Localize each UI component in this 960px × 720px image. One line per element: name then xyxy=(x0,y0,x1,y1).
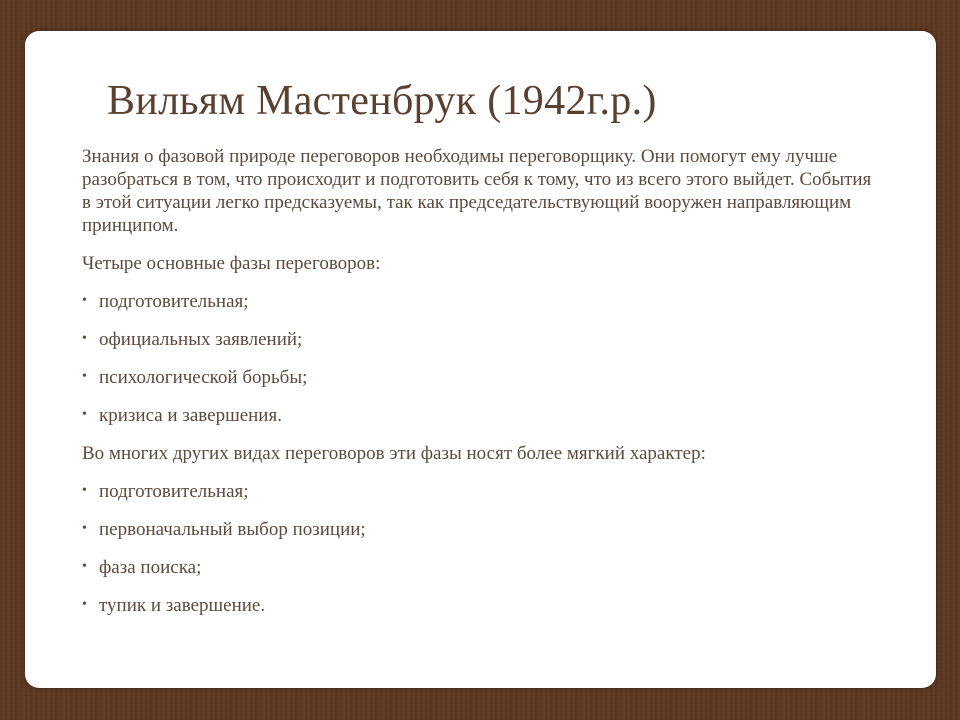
list-item-text: фаза поиска; xyxy=(99,557,202,578)
bullet-icon: • xyxy=(82,407,87,422)
bullet-icon: • xyxy=(82,559,87,574)
list-item xyxy=(82,594,872,617)
phases-list xyxy=(82,290,872,427)
list-item-text: тупик и завершение. xyxy=(99,595,266,616)
other-phases-heading: Во многих других видах переговоров эти фазы носят более мягкий характер: xyxy=(82,443,706,464)
list-item-text: официальных заявлений; xyxy=(99,329,303,350)
bullet-icon: • xyxy=(82,331,87,346)
list-item-text: психологической борьбы; xyxy=(99,367,308,388)
intro-paragraph: Знания о фазовой природе переговоров необходимы переговорщику. Они помогут ему лучше разобраться в том, что происходит и подготовить себя к тому, что из всего этого выйдет. События в этой ситуации легко предсказуемы, так как председательствующий вооружен направляющим принципом. xyxy=(82,146,872,236)
list-item xyxy=(82,556,872,579)
list-item xyxy=(82,480,872,503)
list-item xyxy=(82,404,872,427)
bullet-icon: • xyxy=(82,597,87,612)
phases-heading: Четыре основные фазы переговоров: xyxy=(82,253,381,274)
list-item xyxy=(82,366,872,389)
bullet-icon: • xyxy=(82,293,87,308)
list-item xyxy=(82,290,872,313)
list-item-text: подготовительная; xyxy=(99,481,249,502)
slide-body xyxy=(82,145,872,632)
list-item-text: подготовительная; xyxy=(99,291,249,312)
list-item-text: кризиса и завершения. xyxy=(99,405,282,426)
bullet-icon: • xyxy=(82,521,87,536)
slide-card xyxy=(25,31,936,688)
list-item-text: первоначальный выбор позиции; xyxy=(99,519,366,540)
list-item xyxy=(82,518,872,541)
list-item xyxy=(82,328,872,351)
bullet-icon: • xyxy=(82,369,87,384)
bullet-icon: • xyxy=(82,483,87,498)
slide-title: Вильям Мастенбрук (1942г.р.) xyxy=(107,78,657,124)
other-phases-list xyxy=(82,480,872,617)
